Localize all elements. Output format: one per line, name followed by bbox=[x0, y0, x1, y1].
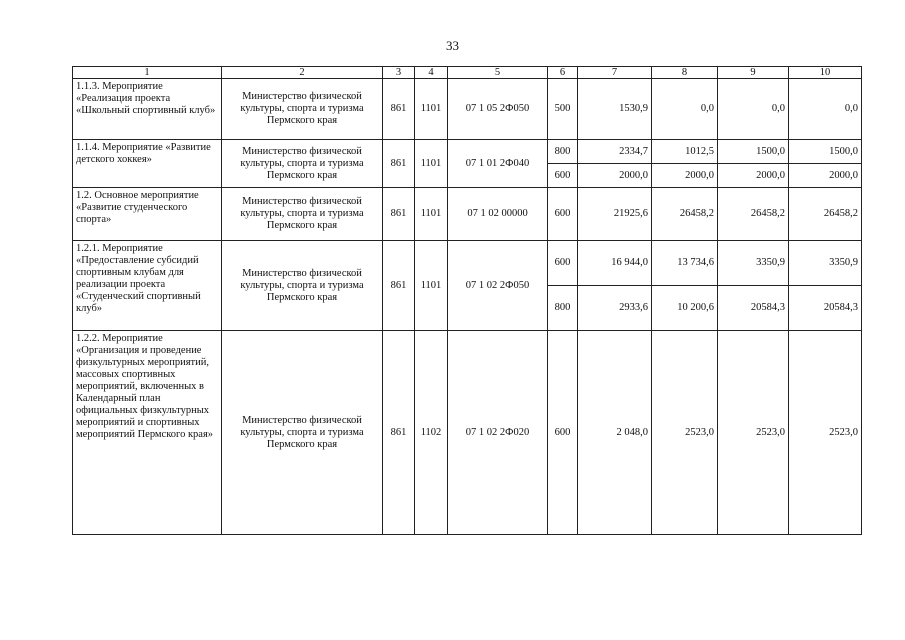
header-cell: 2 bbox=[222, 67, 383, 79]
value-col9: 20584,3 bbox=[718, 286, 789, 331]
value-col8: 26458,2 bbox=[652, 188, 718, 241]
header-cell: 3 bbox=[383, 67, 415, 79]
section-code: 1101 bbox=[415, 188, 448, 241]
ministry-name: Министерство физической культуры, спорта и туризма Пермского края bbox=[222, 140, 383, 188]
value-col8: 1012,5 bbox=[652, 140, 718, 164]
activity-name: 1.2.1. Мероприятие «Предоставление субсидий спортивным клубам для реализации проекта «Студенческий спортивный клуб» bbox=[73, 241, 222, 331]
ministry-name: Министерство физической культуры, спорта и туризма Пермского края bbox=[222, 188, 383, 241]
expense-type-code: 600 bbox=[548, 188, 578, 241]
expense-type-code: 800 bbox=[548, 286, 578, 331]
value-col7: 2334,7 bbox=[578, 140, 652, 164]
header-cell: 4 bbox=[415, 67, 448, 79]
activity-name: 1.1.3. Мероприятие «Реализация проекта «Школьный спортивный клуб» bbox=[73, 79, 222, 140]
value-col7: 2 048,0 bbox=[578, 331, 652, 535]
value-col10: 2523,0 bbox=[789, 331, 862, 535]
target-code: 07 1 05 2Ф050 bbox=[448, 79, 548, 140]
value-col10: 1500,0 bbox=[789, 140, 862, 164]
section-code: 1102 bbox=[415, 331, 448, 535]
value-col8: 0,0 bbox=[652, 79, 718, 140]
value-col8: 2523,0 bbox=[652, 331, 718, 535]
grbs-code: 861 bbox=[383, 79, 415, 140]
header-row bbox=[73, 67, 862, 79]
section-code: 1101 bbox=[415, 79, 448, 140]
value-col10: 0,0 bbox=[789, 79, 862, 140]
expense-type-code: 600 bbox=[548, 164, 578, 188]
target-code: 07 1 02 2Ф020 bbox=[448, 331, 548, 535]
value-col10: 26458,2 bbox=[789, 188, 862, 241]
header-cell: 6 bbox=[548, 67, 578, 79]
expense-type-code: 600 bbox=[548, 241, 578, 286]
header-cell: 10 bbox=[789, 67, 862, 79]
grbs-code: 861 bbox=[383, 331, 415, 535]
value-col9: 26458,2 bbox=[718, 188, 789, 241]
table-row bbox=[73, 79, 862, 140]
activity-name: 1.2. Основное мероприятие «Развитие студенческого спорта» bbox=[73, 188, 222, 241]
value-col10: 20584,3 bbox=[789, 286, 862, 331]
grbs-code: 861 bbox=[383, 140, 415, 188]
expense-type-code: 600 bbox=[548, 331, 578, 535]
value-col10: 2000,0 bbox=[789, 164, 862, 188]
expense-type-code: 500 bbox=[548, 79, 578, 140]
header-cell: 5 bbox=[448, 67, 548, 79]
table-row bbox=[73, 241, 862, 286]
header-cell: 8 bbox=[652, 67, 718, 79]
ministry-name: Министерство физической культуры, спорта и туризма Пермского края bbox=[222, 79, 383, 140]
value-col9: 1500,0 bbox=[718, 140, 789, 164]
value-col10: 3350,9 bbox=[789, 241, 862, 286]
table-row bbox=[73, 140, 862, 164]
target-code: 07 1 02 00000 bbox=[448, 188, 548, 241]
table-row bbox=[73, 188, 862, 241]
page-number: 33 bbox=[446, 38, 459, 53]
value-col9: 2523,0 bbox=[718, 331, 789, 535]
value-col8: 13 734,6 bbox=[652, 241, 718, 286]
value-col7: 2000,0 bbox=[578, 164, 652, 188]
value-col7: 1530,9 bbox=[578, 79, 652, 140]
value-col7: 16 944,0 bbox=[578, 241, 652, 286]
activity-name: 1.2.2. Мероприятие «Организация и проведение физкультурных мероприятий, массовых спортивных мероприятий, включенных в Календарный план официальных физкультурных мероприятий и спортивных мероприятий Пермского края» bbox=[73, 331, 222, 535]
section-code: 1101 bbox=[415, 140, 448, 188]
value-col7: 2933,6 bbox=[578, 286, 652, 331]
value-col9: 3350,9 bbox=[718, 241, 789, 286]
target-code: 07 1 02 2Ф050 bbox=[448, 241, 548, 331]
ministry-name: Министерство физической культуры, спорта и туризма Пермского края bbox=[222, 331, 383, 535]
budget-table bbox=[72, 66, 862, 535]
header-cell: 1 bbox=[73, 67, 222, 79]
value-col7: 21925,6 bbox=[578, 188, 652, 241]
target-code: 07 1 01 2Ф040 bbox=[448, 140, 548, 188]
value-col9: 2000,0 bbox=[718, 164, 789, 188]
expense-type-code: 800 bbox=[548, 140, 578, 164]
value-col8: 10 200,6 bbox=[652, 286, 718, 331]
activity-name: 1.1.4. Мероприятие «Развитие детского хоккея» bbox=[73, 140, 222, 188]
header-cell: 9 bbox=[718, 67, 789, 79]
value-col9: 0,0 bbox=[718, 79, 789, 140]
table-row bbox=[73, 331, 862, 535]
grbs-code: 861 bbox=[383, 188, 415, 241]
section-code: 1101 bbox=[415, 241, 448, 331]
header-cell: 7 bbox=[578, 67, 652, 79]
ministry-name: Министерство физической культуры, спорта и туризма Пермского края bbox=[222, 241, 383, 331]
grbs-code: 861 bbox=[383, 241, 415, 331]
value-col8: 2000,0 bbox=[652, 164, 718, 188]
